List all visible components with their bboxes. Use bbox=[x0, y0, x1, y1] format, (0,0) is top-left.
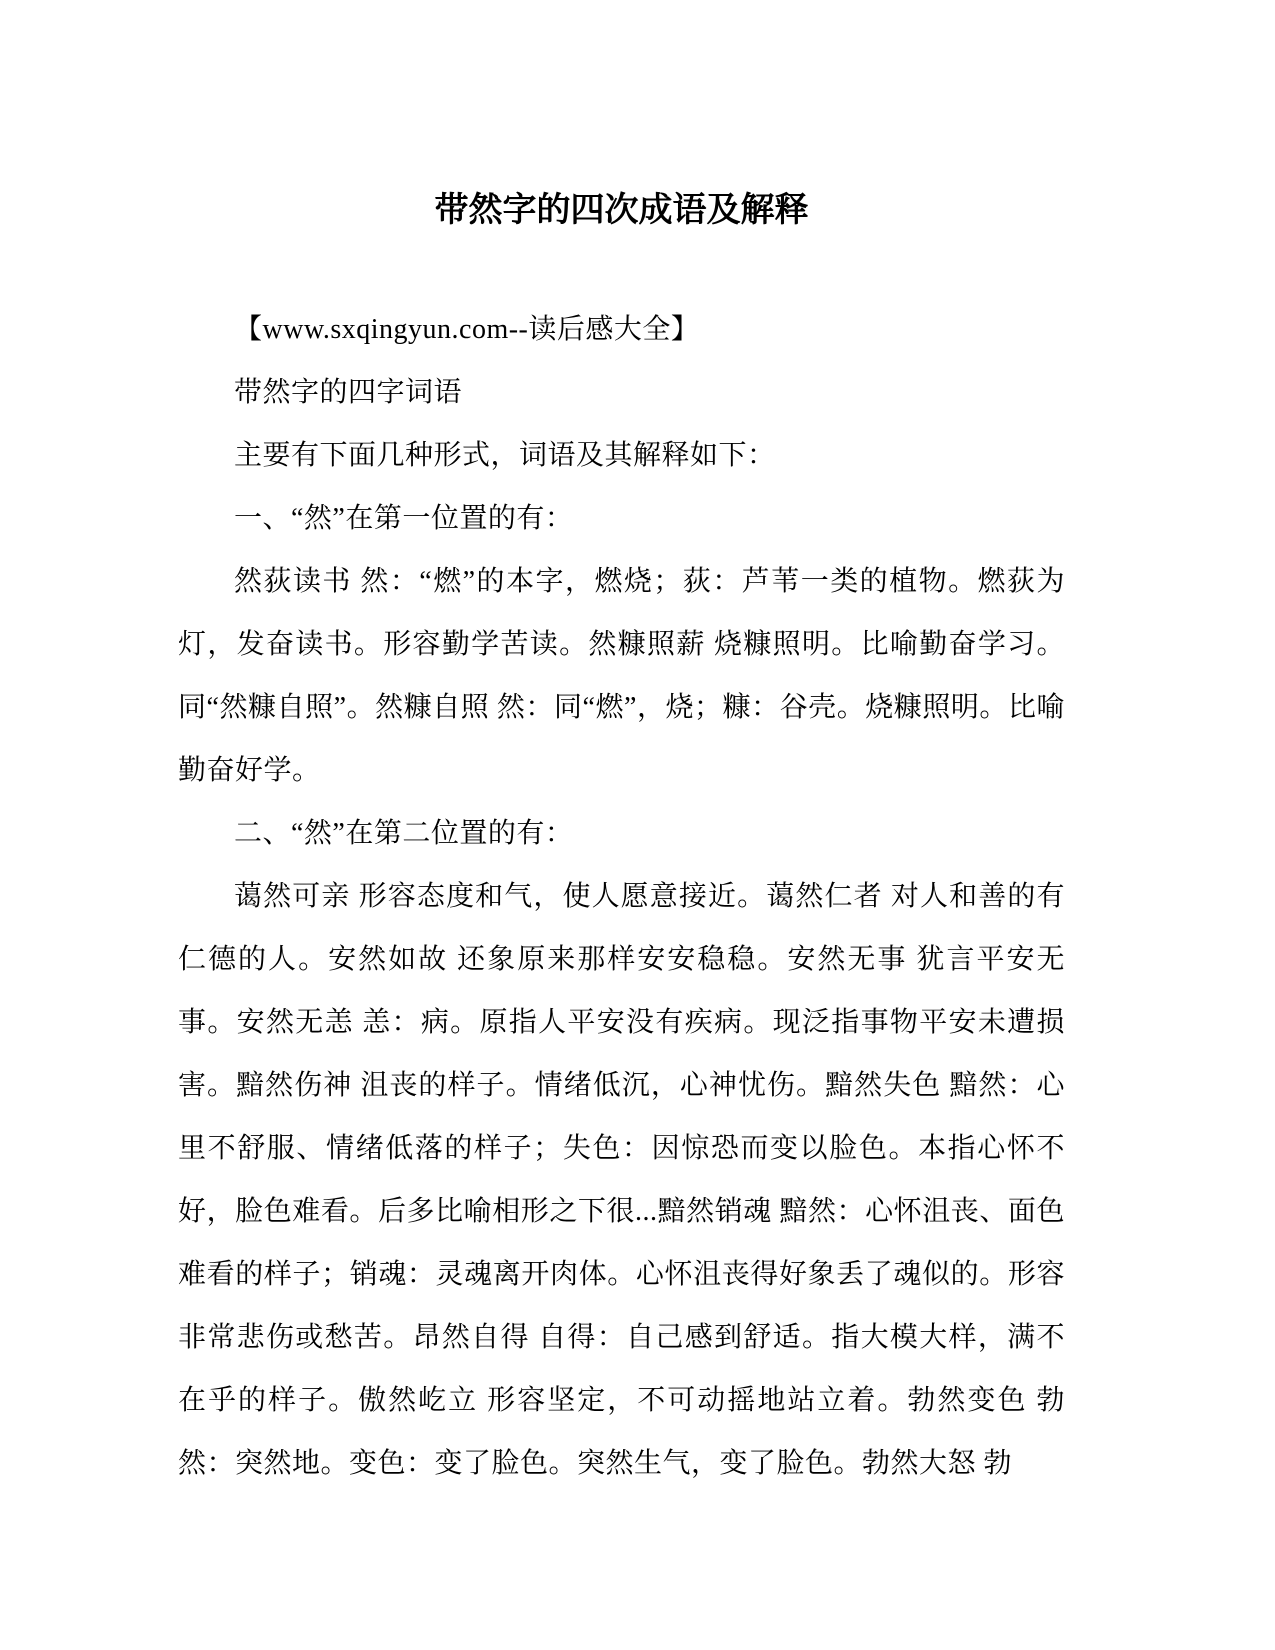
paragraph-intro: 主要有下面几种形式，词语及其解释如下： bbox=[234, 440, 776, 471]
paragraph-source-line: 【www.sxqingyun.com--读后感大全】 bbox=[234, 314, 700, 345]
paragraph-section-1-heading: 一、“然”在第一位置的有： bbox=[234, 503, 574, 534]
paragraph-section-1-content: 然荻读书 然：“燃”的本字，燃烧；荻：芦苇一类的植物。燃荻为灯，发奋读书。形容勤学苦读。然糠照薪 烧糠照明。比喻勤奋学习。同“然糠自照”。然糠自照 然：同“燃”，烧；糠：谷壳。烧糠照明。比喻勤奋好学。 bbox=[178, 566, 1065, 786]
paragraph-section-2-content: 蔼然可亲 形容态度和气，使人愿意接近。蔼然仁者 对人和善的有仁德的人。安然如故 还象原来那样安安稳稳。安然无事 犹言平安无事。安然无恙 恙：病。原指人平安没有疾病。现泛指事物平安未遭损害。黯然伤神 沮丧的样子。情绪低沉，心神忧伤。黯然失色 黯然：心里不舒服、情绪低落的样子；失色：因惊恐而变以脸色。本指心怀不好，脸色难看。后多比喻相形之下很...黯然销魂 黯然：心怀沮丧、面色难看的样子；销魂：灵魂离开肉体。心怀沮丧得好象丢了魂似的。形容非常悲伤或愁苦。昂然自得 自得：自己感到舒适。指大模大样，满不在乎的样子。傲然屹立 形容坚定，不可动摇地站立着。勃然变色 勃然：突然地。变色：变了脸色。突然生气，变了脸色。勃然大怒 勃 bbox=[178, 881, 1065, 1479]
document-title: 带然字的四次成语及解释 bbox=[434, 191, 809, 229]
paragraph-section-2-heading: 二、“然”在第二位置的有： bbox=[234, 818, 574, 849]
paragraph-subtitle: 带然字的四字词语 bbox=[234, 377, 463, 408]
document-body bbox=[178, 298, 1065, 1495]
